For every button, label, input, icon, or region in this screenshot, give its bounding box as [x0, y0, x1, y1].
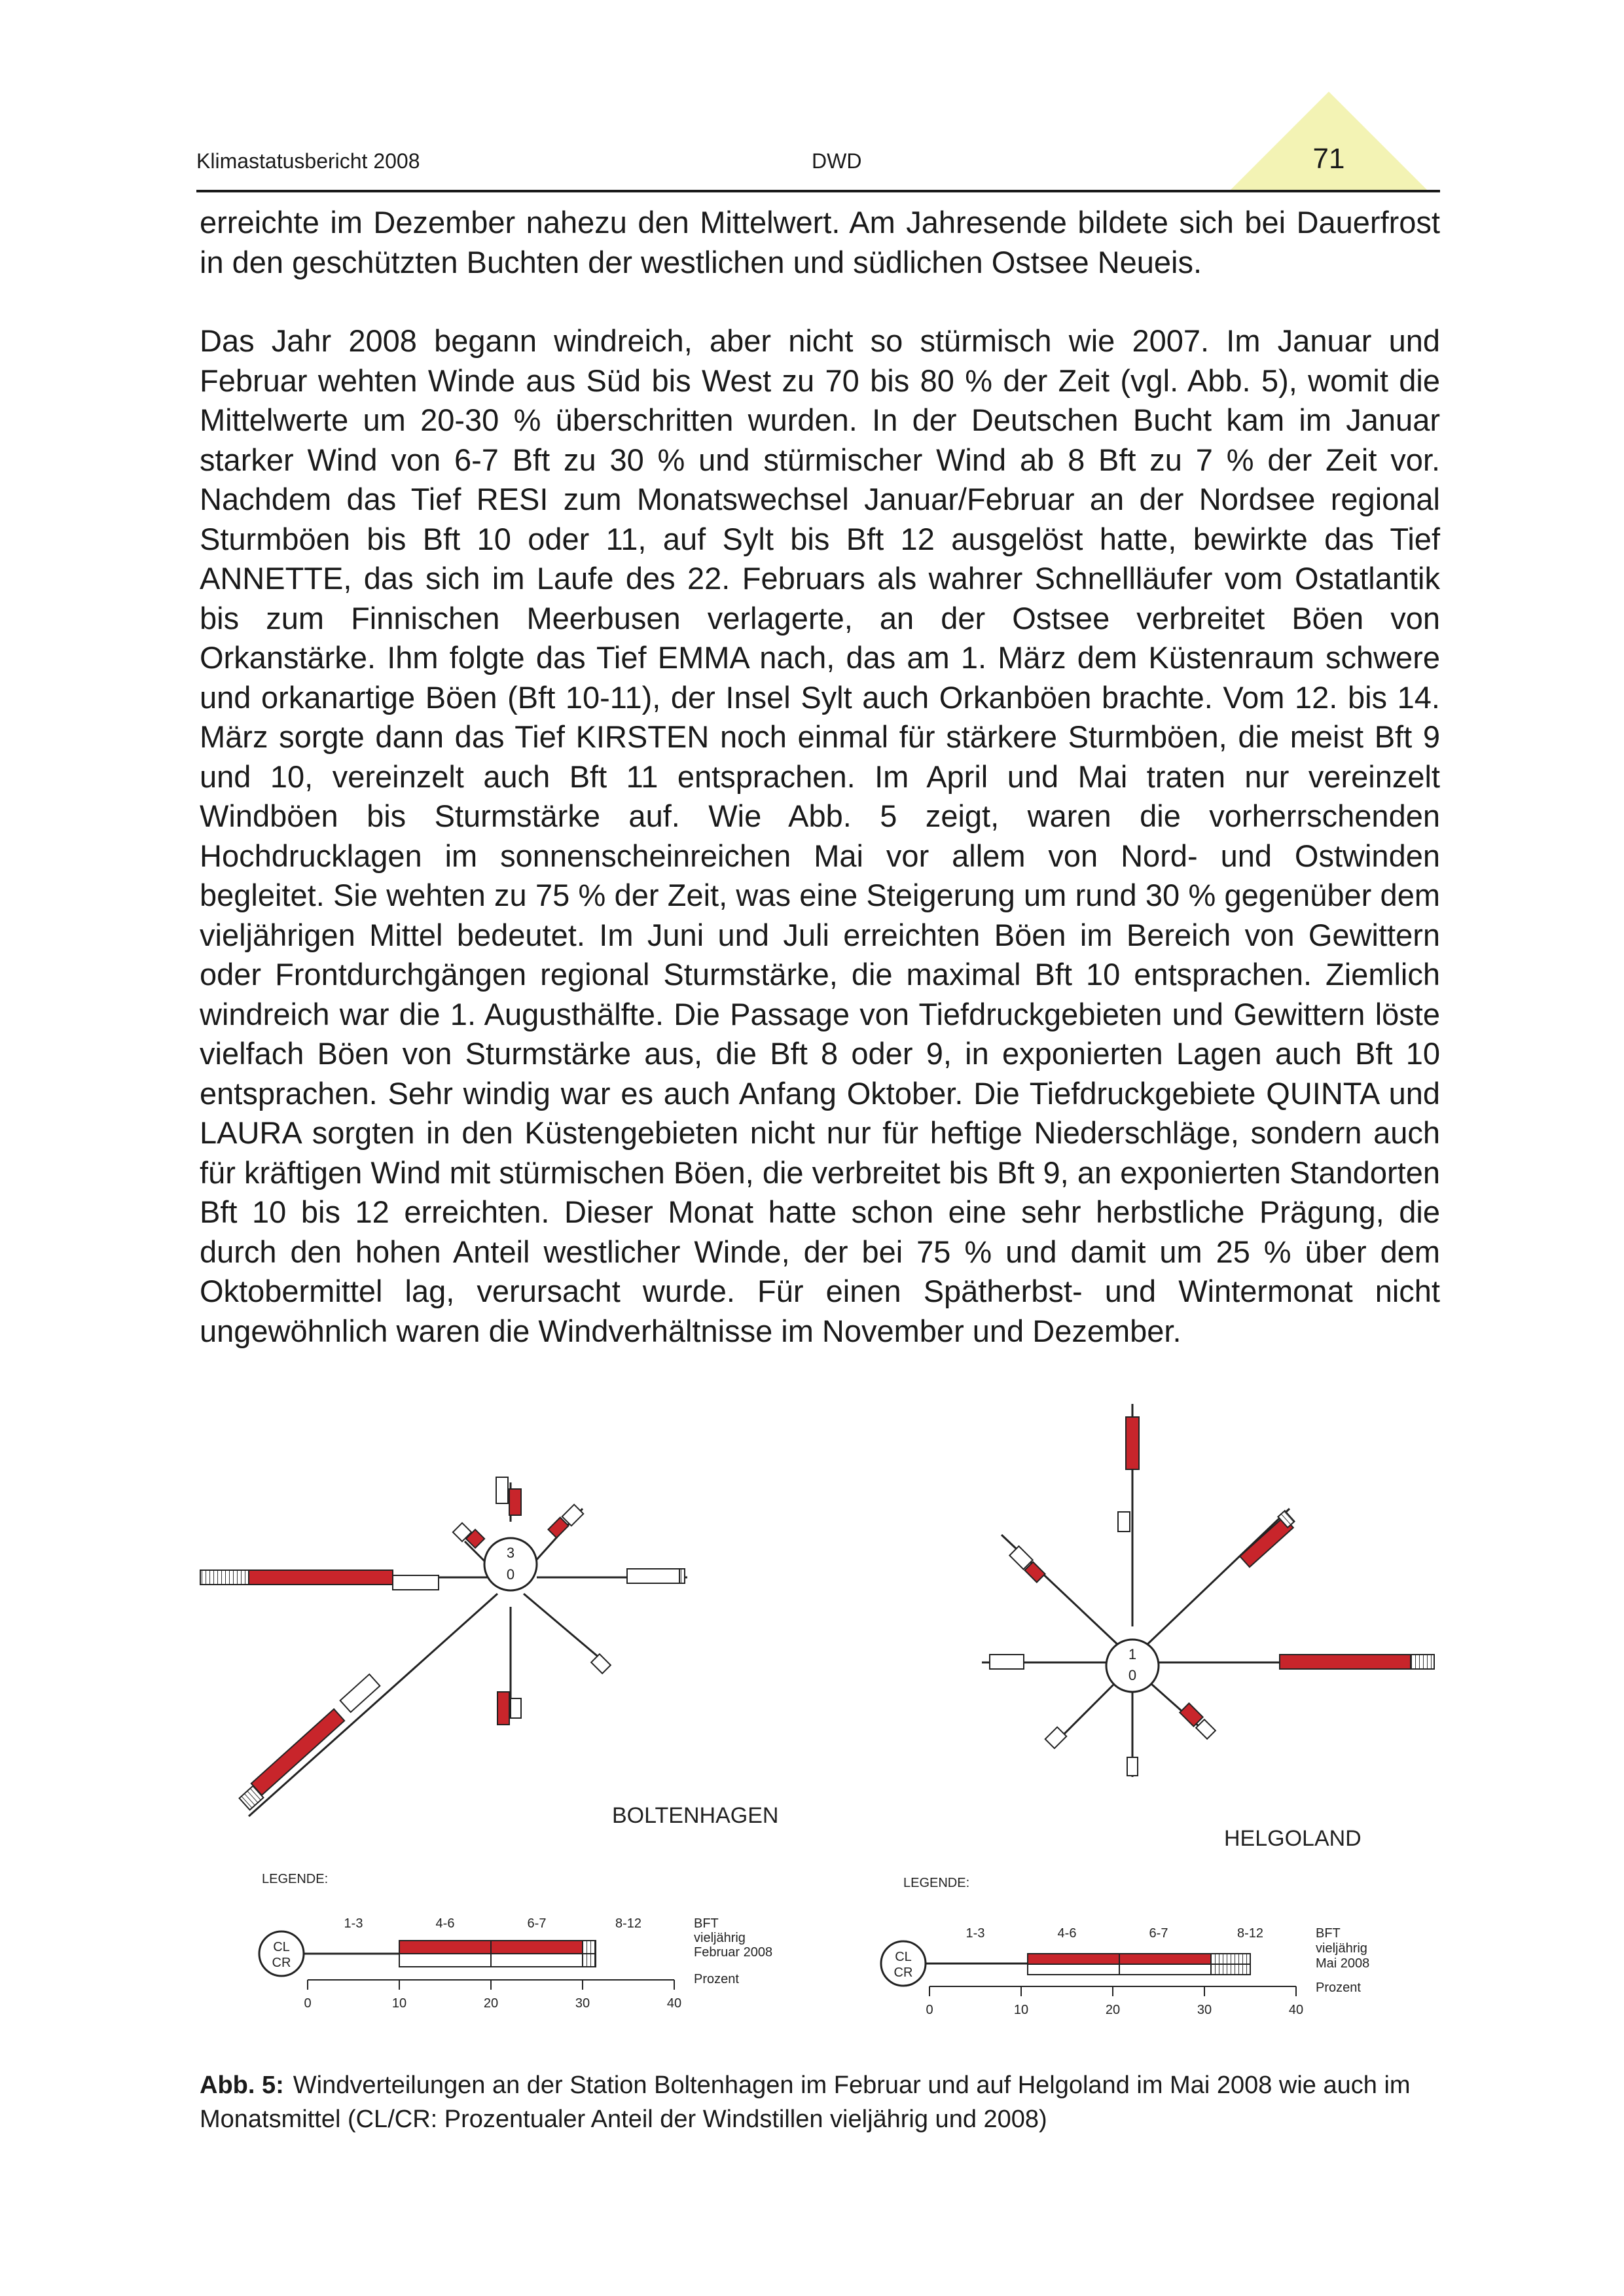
legend-tick-0-left: 0 [304, 1996, 312, 2011]
header-rule [196, 190, 1440, 192]
figure-caption [200, 2068, 1440, 2136]
legend-class-2-left: 4-6 [435, 1916, 455, 1931]
legend-title-right: LEGENDE: [903, 1876, 970, 1890]
station-helgoland: HELGOLAND [1224, 1826, 1362, 1851]
legend-class-2-right: 4-6 [1057, 1926, 1077, 1941]
legend-class-4-right: 8-12 [1236, 1926, 1264, 1941]
wind-rose-figure [190, 1404, 1447, 2052]
legend-tick-20-left: 20 [483, 1996, 499, 2011]
legend-cr-left: CR [272, 1956, 291, 1970]
legend-tick-10-right: 10 [1013, 2003, 1029, 2017]
legend-row1-left: vieljährig [694, 1931, 746, 1945]
legend-axis-label-left: Prozent [694, 1972, 739, 1986]
rose-helgoland [982, 1404, 1434, 1777]
legend-title-left: LEGENDE: [262, 1872, 329, 1886]
legend-class-1-left: 1-3 [344, 1916, 363, 1931]
legend-class-4-left: 8-12 [615, 1916, 642, 1931]
legend-tick-30-right: 30 [1197, 2003, 1212, 2017]
legend-tick-20-right: 20 [1105, 2003, 1121, 2017]
legend-cl-left: CL [273, 1940, 290, 1954]
helgoland-center-top: 1 [1128, 1646, 1137, 1662]
legend-class-3-left: 6-7 [527, 1916, 547, 1931]
legend-tick-0-right: 0 [926, 2003, 933, 2017]
legend-row2-left: Februar 2008 [694, 1945, 773, 1960]
legend-helgoland [881, 1941, 1296, 1996]
legend-cr-right: CR [893, 1965, 913, 1980]
legend-tick-30-left: 30 [575, 1996, 590, 2011]
legend-cl-right: CL [895, 1950, 912, 1964]
legend-axis-label-right: Prozent [1316, 1981, 1361, 1995]
station-boltenhagen: BOLTENHAGEN [612, 1803, 779, 1828]
legend-tick-40-right: 40 [1288, 2003, 1304, 2017]
caption-label: Abb. 5: [200, 2072, 284, 2099]
legend-tick-10-left: 10 [391, 1996, 407, 2011]
wind-rose-graphic [190, 1404, 1447, 2052]
publisher: DWD [812, 149, 862, 173]
legend-unit-left: BFT [694, 1916, 719, 1931]
page-number: 71 [1312, 143, 1345, 175]
legend-boltenhagen [259, 1931, 674, 1990]
body-text [200, 203, 1440, 1351]
legend-row2-right: Mai 2008 [1316, 1956, 1370, 1971]
legend-class-1-right: 1-3 [965, 1926, 985, 1941]
legend-unit-right: BFT [1316, 1926, 1341, 1941]
legend-tick-40-left: 40 [666, 1996, 682, 2011]
page-header [196, 92, 1440, 196]
boltenhagen-center-top: 3 [506, 1545, 515, 1561]
helgoland-center-bottom: 0 [1128, 1667, 1137, 1683]
legend-row1-right: vieljährig [1316, 1941, 1367, 1956]
caption-text: Windverteilungen an der Station Boltenhagen im Februar und auf Helgoland im Mai 2008 wie auch im Monatsmittel (CL/CR: Prozentualer Anteil der Windstillen vieljährig und 2008) [200, 2072, 1411, 2133]
boltenhagen-center-bottom: 0 [506, 1566, 515, 1583]
report-title: Klimastatusbericht 2008 [196, 149, 420, 173]
rose-helgoland-bars [990, 1417, 1434, 1776]
paragraph-2: Das Jahr 2008 begann windreich, aber nicht so stürmisch wie 2007. Im Januar und Februar wehten Winde aus Süd bis West zu 70 bis 80 % der Zeit (vgl. Abb. 5), womit die Mittelwerte um 20-30 % überschritten wurden. In der Deutschen Bucht kam im Januar starker Wind von 6-7 Bft zu 30 % und stürmischer Wind ab 8 Bft zu 7 % der Zeit vor. Nachdem das Tief RESI zum Monatswechsel Januar/Februar an der Nordsee regional Sturmböen bis Bft 10 oder 11, auf Sylt bis Bft 12 ausgelöst hatte, bewirkte das Tief ANNETTE, das sich im Laufe des 22. Februars als wahrer Schnellläufer vom Ostatlantik bis zum Finnischen Meerbusen verlagerte, an der Ostsee verbreitet Böen von Orkanstärke. Ihm folgte das Tief EMMA nach, das am 1. März dem Küstenraum schwere und orkanartige Böen (Bft 10-11), der Insel Sylt auch Orkanböen brachte. Vom 12. bis 14. März sorgte dann das Tief KIRSTEN noch einmal für stärkere Sturmböen, die meist Bft 9 und 10, vereinzelt auch Bft 11 entsprachen. Im April und Mai traten nur vereinzelt Windböen bis Sturmstärke auf. Wie Abb. 5 zeigt, waren die vorherrschenden Hochdrucklagen im sonnenscheinreichen Mai vor allem von Nord- und Ostwinden begleitet. Sie wehten zu 75 % der Zeit, was eine Steigerung um rund 30 % gegenüber dem vieljährigen Mittel bedeutet. Im Juni und Juli erreichten Böen im Bereich von Gewittern oder Frontdurchgängen regional Sturmstärke, die maximal Bft 10 entsprachen. Ziemlich windreich war die 1. Augusthälfte. Die Passage von Tiefdruckgebieten und Gewittern löste vielfach Böen von Sturmstärke aus, die Bft 8 oder 9, in exponierten Lagen auch Bft 10 entsprachen. Sehr windig war es auch Anfang Oktober. Die Tiefdruckgebiete QUINTA und LAURA sorgten in den Küstengebieten nicht nur für heftige Niederschläge, sondern auch für kräftigen Wind mit stürmischen Böen, die verbreitet bis Bft 9, an exponierten Standorten Bft 10 bis 12 erreichten. Dieser Monat hatte schon eine sehr herbstliche Prägung, die durch den hohen Anteil westlicher Winde, der bei 75 % und damit um 25 % über dem Oktobermittel lag, verursacht wurde. Für einen Spätherbst- und Wintermonat nicht ungewöhnlich waren die Windverhältnisse im November und Dezember. [200, 323, 1440, 1348]
legend-class-3-right: 6-7 [1149, 1926, 1168, 1941]
paragraph-1: erreichte im Dezember nahezu den Mittelwert. Am Jahresende bildete sich bei Dauerfrost in den geschützten Buchten der westlichen und südlichen Ostsee Neueis. [200, 205, 1440, 279]
